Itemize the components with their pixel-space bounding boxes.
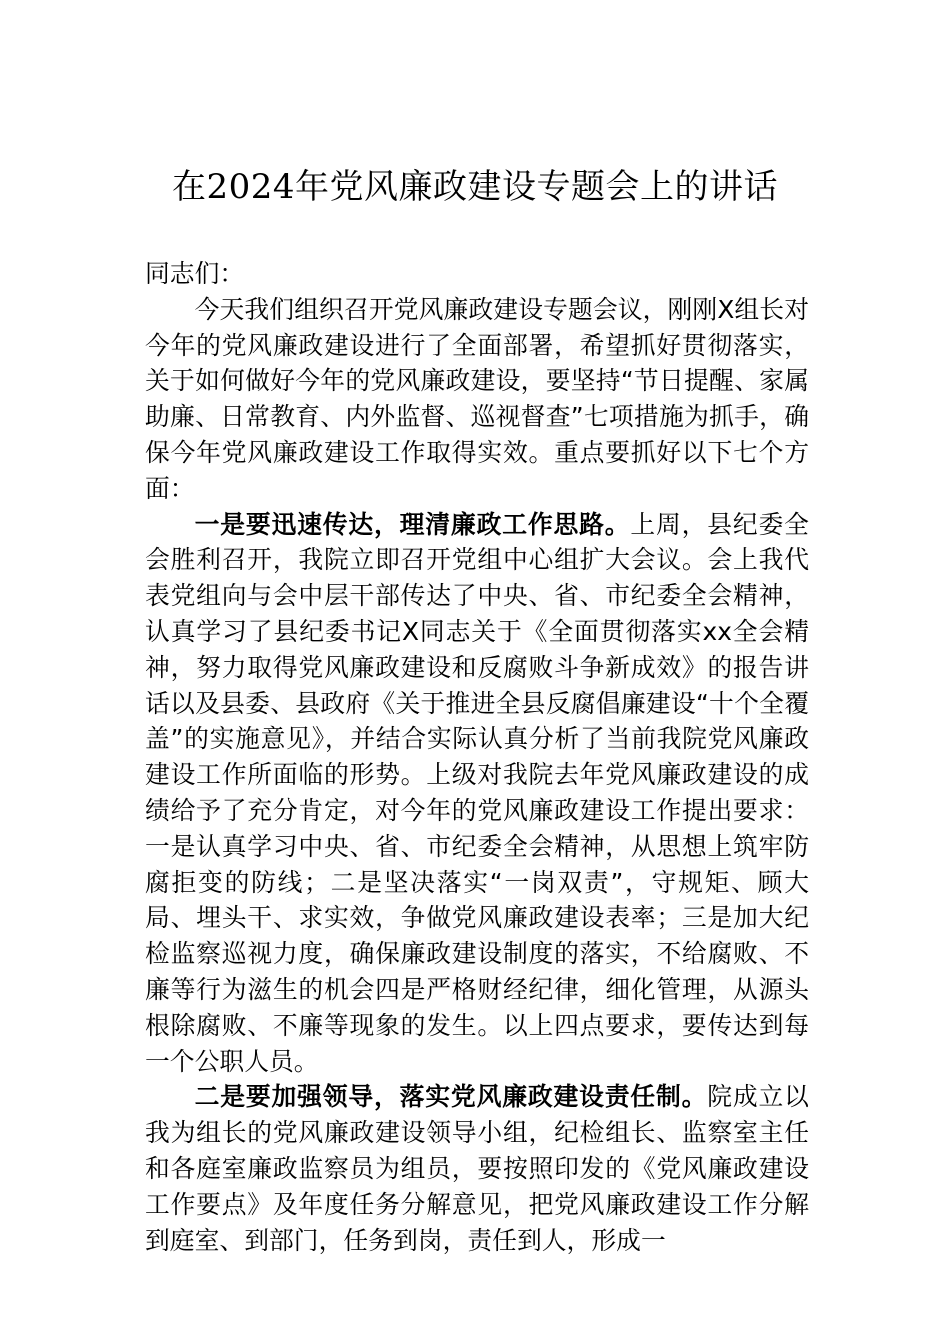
paragraph-point-one (145, 507, 809, 1080)
paragraph-point-two-heading: 二是要加强领导，落实党风廉政建设责任制。 (194, 1082, 708, 1112)
paragraph-point-two-text: 院成立以我为组长的党风廉政建设领导小组，纪检组长、监察室主任和各庭室廉政监察员为组员，要按照印发的《党风廉政建设工作要点》及年度任务分解意见，把党风廉政建设工作分解到庭室、到部门，任务到岗，责任到人，形成一 (145, 1082, 809, 1255)
paragraph-intro (145, 292, 809, 507)
paragraph-intro-text: 今天我们组织召开党风廉政建设专题会议，刚刚X组长对今年的党风廉政建设进行了全面部署，希望抓好贯彻落实，关于如何做好今年的党风廉政建设，要坚持“节日提醒、家属助廉、日常教育、内外监督、巡视督查”七项措施为抓手，确保今年党风廉政建设工作取得实效。重点要抓好以下七个方面： (145, 294, 809, 503)
salutation: 同志们： (145, 259, 245, 288)
document-title: 在2024年党风廉政建设专题会上的讲话 (171, 167, 779, 207)
paragraph-point-one-heading: 一是要迅速传达，理清廉政工作思路。 (194, 509, 631, 539)
paragraph-point-one-text: 上周，县纪委全会胜利召开，我院立即召开党组中心组扩大会议。会上我代表党组向与会中层干部传达了中央、省、市纪委全会精神，认真学习了县纪委书记X同志关于《全面贯彻落实xx全会精神，努力取得党风廉政建设和反腐败斗争新成效》的报告讲话以及县委、县政府《关于推进全县反腐倡廉建设“十个全覆盖”的实施意见》，并结合实际认真分析了当前我院党风廉政建设工作所面临的形势。上级对我院去年党风廉政建设的成绩给予了充分肯定，对今年的党风廉政建设工作提出要求：一是认真学习中央、省、市纪委全会精神，从思想上筑牢防腐拒变的防线；二是坚决落实“一岗双责”，守规矩、顾大局、埋头干、求实效，争做党风廉政建设表率；三是加大纪检监察巡视力度，确保廉政建设制度的落实，不给腐败、不廉等行为滋生的机会四是严格财经纪律，细化管理，从源头根除腐败、不廉等现象的发生。以上四点要求，要传达到每一个公职人员。 (145, 509, 809, 1076)
paragraph-point-two (145, 1079, 809, 1258)
document-body (145, 256, 809, 1258)
